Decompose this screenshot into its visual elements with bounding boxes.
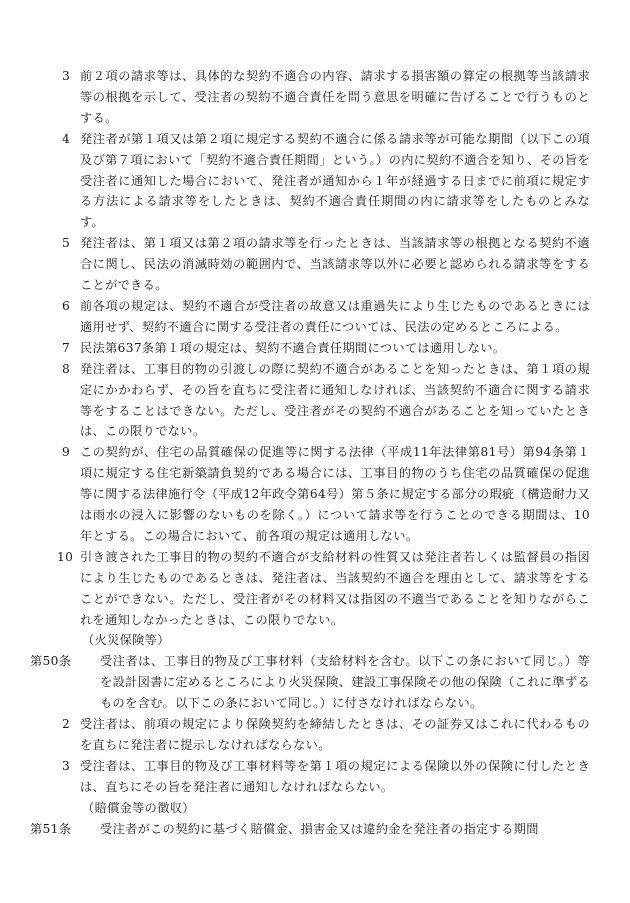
clause-text: 受注者は、工事目的物及び工事材料等を第１項の規定による保険以外の保険に付したときは、直ちにその旨を発注者に通知しなければならない。 [80,758,590,794]
clause-4 [60,129,590,234]
article-51 [30,819,590,840]
clause-9 [60,442,590,547]
article-label: 第50条 [30,654,72,669]
clause-text: 発注者は、第１項又は第２項の請求等を行ったときは、当該請求等の根拠となる契約不適合に関し、民法の消滅時効の範囲内で、当該請求等以外に必要と認められる請求等をすることができる。 [80,236,590,293]
clause-text: 前各項の規定は、契約不適合が受注者の故意又は重過失により生じたものであるときには適用せず、契約不適合に関する受注者の責任については、民法の定めるところによる。 [80,298,590,334]
clause-number: 9 [62,445,71,460]
clause-number: 6 [62,298,71,313]
clause-8 [60,359,590,443]
article-51-heading: （賠償金等の徴収） [82,800,195,815]
article-50-clause-3 [60,756,590,798]
clause-number: 8 [62,361,71,376]
article-50 [30,651,590,714]
clause-5 [60,233,590,296]
clause-text: 発注者が第１項又は第２項に規定する契約不適合に係る請求等が可能な期間（以下この項及び第７項において「契約不適合責任期間」という。）の内に契約不適合を知り、その旨を受注者に通知した場合において、発注者が通知から１年が経過する日までに前項に規定する方法による請求等をしたときは、契約不適合責任期間の内に請求等をしたものとみなす。 [80,131,590,230]
clause-number: 3 [62,758,71,773]
article-label: 第51条 [30,821,72,836]
article-50-clause-2 [60,714,590,756]
clause-number: 3 [62,69,71,83]
article-text: 受注者は、工事目的物及び工事材料（支給材料を含む。以下この条において同じ。）等を設計図書に定めるところにより火災保険、建設工事保険その他の保険（これに準ずるものを含む。以下この条において同じ。）に付さなければならない。 [100,654,590,711]
clause-text: 引き渡された工事目的物の契約不適合が支給材料の性質又は発注者若しくは監督員の指図により生じたものであるときは、発注者は、当該契約不適合を理由として、請求等をすることができない。ただし、受注者がその材料又は指図の不適当であることを知りながらこれを通知しなかったときは、この限りでない。 [80,549,590,627]
clause-3 [60,66,590,129]
clause-number: 2 [62,717,71,732]
article-50-heading: （火災保険等） [82,633,170,648]
clause-10 [57,547,590,631]
clause-text: この契約が、住宅の品質確保の促進等に関する法律（平成11年法律第81号）第94条第１項に規定する住宅新築請負契約である場合には、工事目的物のうち住宅の品質確保の促進等に関する法律施行令（平成12年政令第64号）第５条に規定する部分の瑕疵（構造耐力又は雨水の浸入に影響のないものを除く。）について請求等を行うことのできる期間は、10年とする。この場合において、前各項の規定は適用しない。 [80,445,590,543]
clause-text: 民法第637条第１項の規定は、契約不適合責任期間については適用しない。 [80,340,506,355]
clause-number: 4 [62,131,71,146]
article-text: 受注者がこの契約に基づく賠償金、損害金又は違約金を発注者の指定する期間 [100,821,539,836]
clause-6 [60,296,590,338]
clause-text: 発注者は、工事目的物の引渡しの際に契約不適合があることを知ったときは、第１項の規定にかかわらず、その旨を直ちに受注者に通知しなければ、当該契約不適合に関する請求等をすることはできない。ただし、受注者がその契約不適合があることを知っていたときは、この限りでない。 [80,361,590,439]
clause-text: 受注者は、前項の規定により保険契約を締結したときは、その証券又はこれに代わるものを直ちに発注者に提示しなければならない。 [80,717,590,752]
clause-number: 7 [62,340,71,355]
clause-number: 5 [62,236,71,251]
clause-7 [60,338,590,359]
clause-text: 前２項の請求等は、具体的な契約不適合の内容、請求する損害額の算定の根拠等当該請求等の根拠を示して、受注者の契約不適合責任を問う意思を明確に告げることで行うものとする。 [80,69,590,125]
clause-number: 10 [57,549,74,564]
